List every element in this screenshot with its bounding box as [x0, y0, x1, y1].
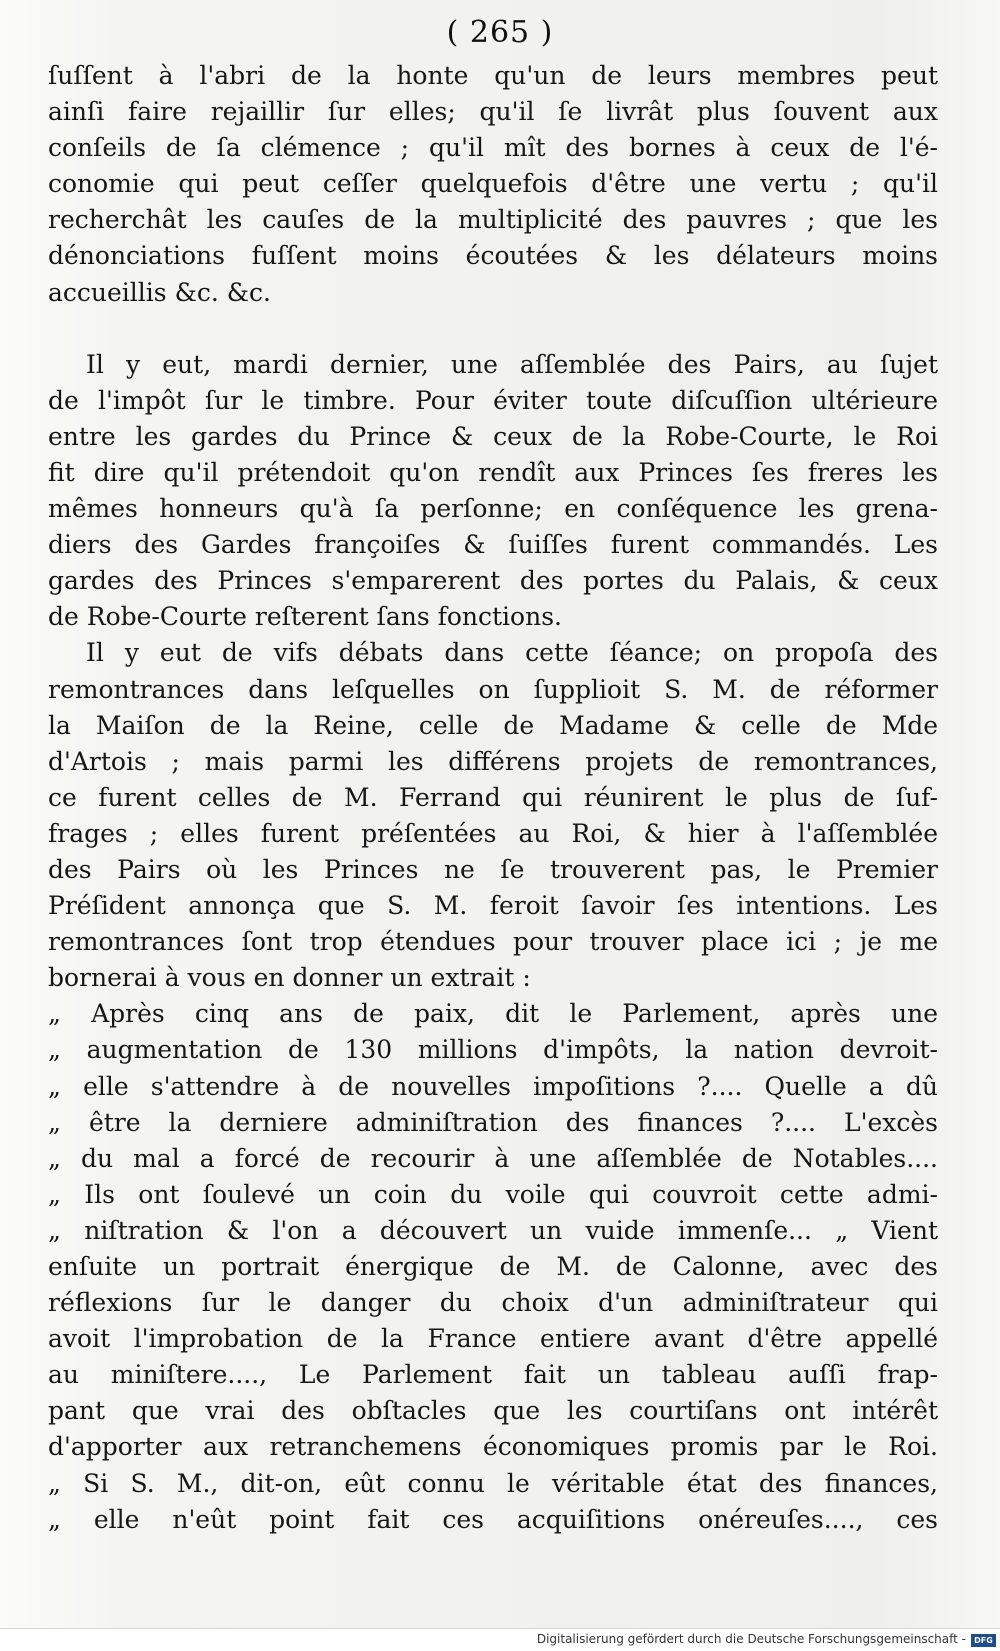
text-line: gardes des Princes s'emparerent des portes du Palais, & ceux	[48, 566, 938, 596]
text-line: réflexions ſur le danger du choix d'un adminiſtrateur qui	[48, 1288, 938, 1318]
quote-line: „ Ils ont ſoulevé un coin du voile qui couvroit cette admi-	[48, 1179, 938, 1209]
text-line: au miniſtere...., Le Parlement fait un tableau auſſi frap-	[48, 1360, 938, 1390]
quote-line: „ être la derniere adminiſtration des finances ?.... L'excès	[48, 1107, 938, 1137]
text-line: remontrances dans leſquelles on ſupplioit S. M. de réformer	[48, 674, 938, 704]
text-line: diers des Gardes françoiſes & ſuiſſes furent commandés. Les	[48, 530, 938, 560]
page-number: ( 265 )	[446, 15, 554, 50]
text-line: Il y eut, mardi dernier, une aſſemblée des Pairs, au ſujet	[86, 349, 938, 379]
dfg-logo: DFG	[971, 1634, 996, 1647]
text-line: Préſident annonça que S. M. feroit ſavoir ſes intentions. Les	[48, 891, 938, 921]
text-line: de Robe-Courte reſterent ſans fonctions.	[48, 602, 562, 632]
text-line: remontrances ſont trop étendues pour trouver place ici ; je me	[48, 927, 938, 957]
quote-line: „ du mal a forcé de recourir à une aſſemblée de Notables....	[48, 1143, 938, 1173]
text-line: enſuite un portrait énergique de M. de Calonne, avec des	[48, 1252, 938, 1281]
text-line: Il y eut de vifs débats dans cette ſéance; on propoſa des	[86, 638, 938, 668]
text-line: ainſi faire rejaillir ſur elles; qu'il ſe livrât plus ſouvent aux	[48, 97, 938, 127]
text-line: ce furent celles de M. Ferrand qui réunirent le plus de ſuf-	[48, 782, 938, 812]
text-line: d'Artois ; mais parmi les différens projets de remontrances,	[48, 746, 938, 776]
text-line: avoit l'improbation de la France entiere avant d'être appellé	[48, 1324, 938, 1354]
quote-line: „ elle s'attendre à de nouvelles impoſitions ?.... Quelle a dû	[48, 1071, 938, 1101]
text-line: pant que vrai des obſtacles que les courtiſans ont intérêt	[48, 1396, 938, 1426]
text-line: entre les gardes du Prince & ceux de la Robe-Courte, le Roi	[48, 421, 938, 451]
text-line: mêmes honneurs qu'à ſa perſonne; en conſéquence les grena-	[48, 494, 938, 524]
text-line: conomie qui peut ceſſer quelquefois d'être une vertu ; qu'il	[48, 169, 938, 199]
text-line: recherchât les cauſes de la multiplicité des pauvres ; que les	[48, 205, 938, 235]
quote-line: „ Si S. M., dit-on, eût connu le véritable état des finances,	[48, 1468, 938, 1498]
text-line: frages ; elles furent préſentées au Roi, & hier à l'aſſemblée	[48, 818, 938, 848]
funding-credit: Digitalisierung gefördert durch die Deutsche Forschungsgemeinschaft -	[536, 1632, 966, 1646]
text-line: de l'impôt ſur le timbre. Pour éviter toute diſcuſſion ultérieure	[48, 385, 938, 415]
text-line: accueillis &c. &c.	[48, 277, 271, 307]
quote-line: „ niſtration & l'on a découvert un vuide immenſe... „ Vient	[48, 1215, 938, 1245]
quote-line: „ elle n'eût point fait ces acquiſitions onéreuſes...., ces	[48, 1504, 938, 1534]
digitization-footer	[0, 1628, 1000, 1651]
text-line: dénonciations fuſſent moins écoutées & les délateurs moins	[48, 241, 938, 271]
text-line: des Pairs où les Princes ne ſe trouverent pas, le Premier	[48, 854, 938, 884]
text-line: conſeils de ſa clémence ; qu'il mît des bornes à ceux de l'é-	[48, 133, 938, 163]
text-line: ſuſſent à l'abri de la honte qu'un de leurs membres peut	[48, 61, 938, 90]
text-line: la Maiſon de la Reine, celle de Madame & celle de Mde	[48, 710, 938, 740]
text-line: d'apporter aux retranchemens économiques promis par le Roi.	[48, 1432, 938, 1462]
page-text	[48, 58, 938, 1538]
quote-line: „ augmentation de 130 millions d'impôts, la nation devroit-	[48, 1035, 938, 1065]
quote-line: „ Après cinq ans de paix, dit le Parlement, après une	[48, 999, 938, 1029]
paragraph-gap	[48, 311, 938, 347]
text-line: fit dire qu'il prétendoit qu'on rendît aux Princes ſes freres les	[48, 457, 938, 487]
text-line: bornerai à vous en donner un extrait :	[48, 963, 531, 993]
